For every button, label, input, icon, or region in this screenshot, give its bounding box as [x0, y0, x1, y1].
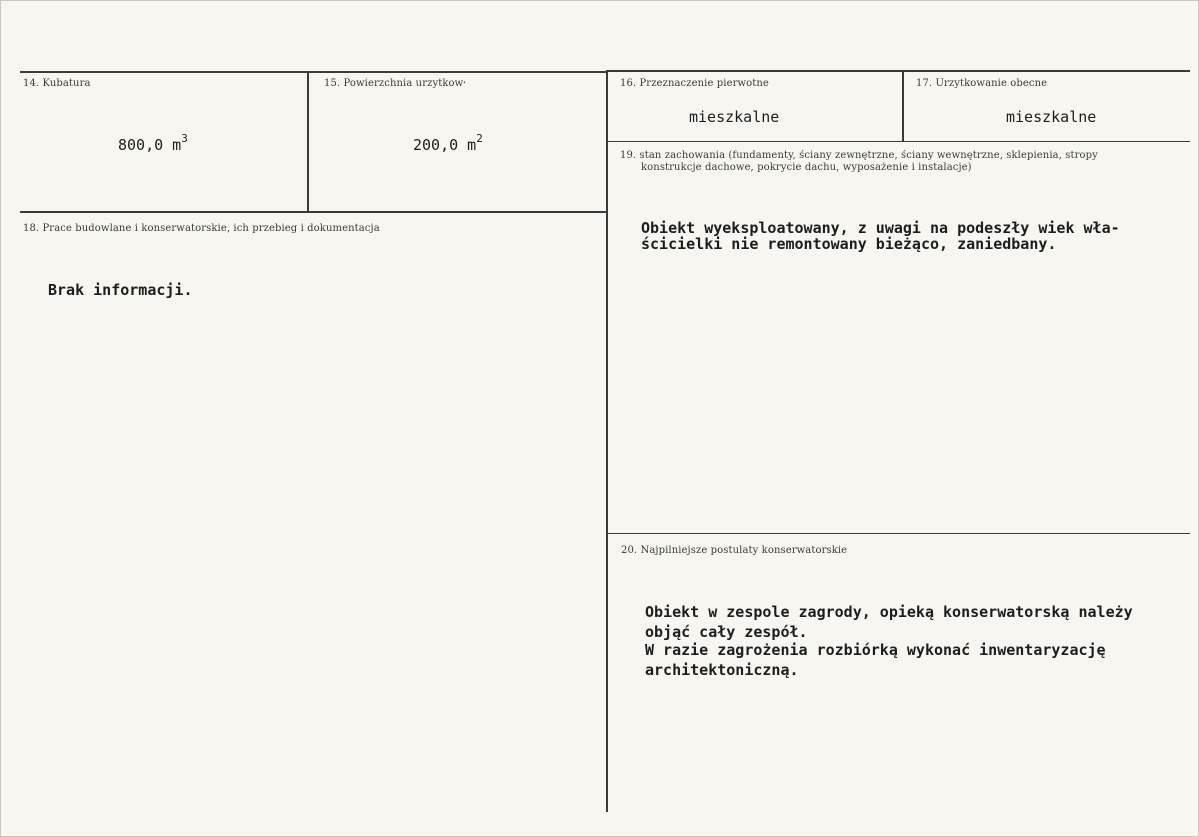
field-15-label: 15. Powierzchnia urzytkow˒	[324, 78, 467, 89]
field-20-text-line4: architektoniczną.	[645, 661, 799, 679]
field-19-label-line2: konstrukcje dachowe, pokrycie dachu, wyposażenie i instalacje)	[641, 162, 972, 173]
field-19-text-line2: ścicielki nie remontowany bieżąco, zaniedbany.	[641, 235, 1057, 253]
field-14-label: 14. Kubatura	[23, 78, 91, 89]
field-19-text-line1: Obiekt wyeksploatowany, z uwagi na podeszły wiek wła-	[641, 219, 1120, 237]
top-rule-right	[608, 70, 1190, 72]
center-divider	[606, 70, 608, 812]
field-16-label: 16. Przeznaczenie pierwotne	[620, 78, 769, 89]
field-15-value	[413, 132, 483, 154]
field-20-text-line1: Obiekt w zespole zagrody, opieką konserwatorską należy	[645, 603, 1133, 621]
field-14-value	[118, 132, 188, 154]
field-15-number: 200,0 m	[413, 136, 477, 154]
field-18-label: 18. Prace budowlane i konserwatorskie, ich przebieg i dokumentacja	[23, 223, 380, 234]
field-15-exponent: 2	[476, 132, 483, 145]
rule-above-20	[608, 533, 1190, 534]
top-rule-left	[20, 71, 608, 73]
field-20-text-line2: objąć cały zespół.	[645, 623, 808, 641]
divider-16-17	[902, 71, 904, 142]
field-19-label-line1: 19. stan zachowania (fundamenty, ściany zewnętrzne, ściany wewnętrzne, sklepienia, stropy	[620, 150, 1098, 161]
field-20-text-line3: W razie zagrożenia rozbiórką wykonać inwentaryzację	[645, 641, 1106, 659]
field-20-label: 20. Najpilniejsze postulaty konserwatorskie	[621, 545, 848, 556]
rule-under-16-17	[608, 141, 1190, 142]
field-14-exponent: 3	[181, 132, 188, 145]
field-17-label: 17. Urzytkowanie obecne	[916, 78, 1048, 89]
field-14-number: 800,0 m	[118, 136, 182, 154]
field-18-value: Brak informacji.	[48, 281, 193, 299]
divider-14-15	[307, 72, 309, 212]
field-16-value: mieszkalne	[689, 108, 780, 126]
rule-under-14-15	[20, 211, 608, 213]
field-17-value: mieszkalne	[1006, 108, 1097, 126]
